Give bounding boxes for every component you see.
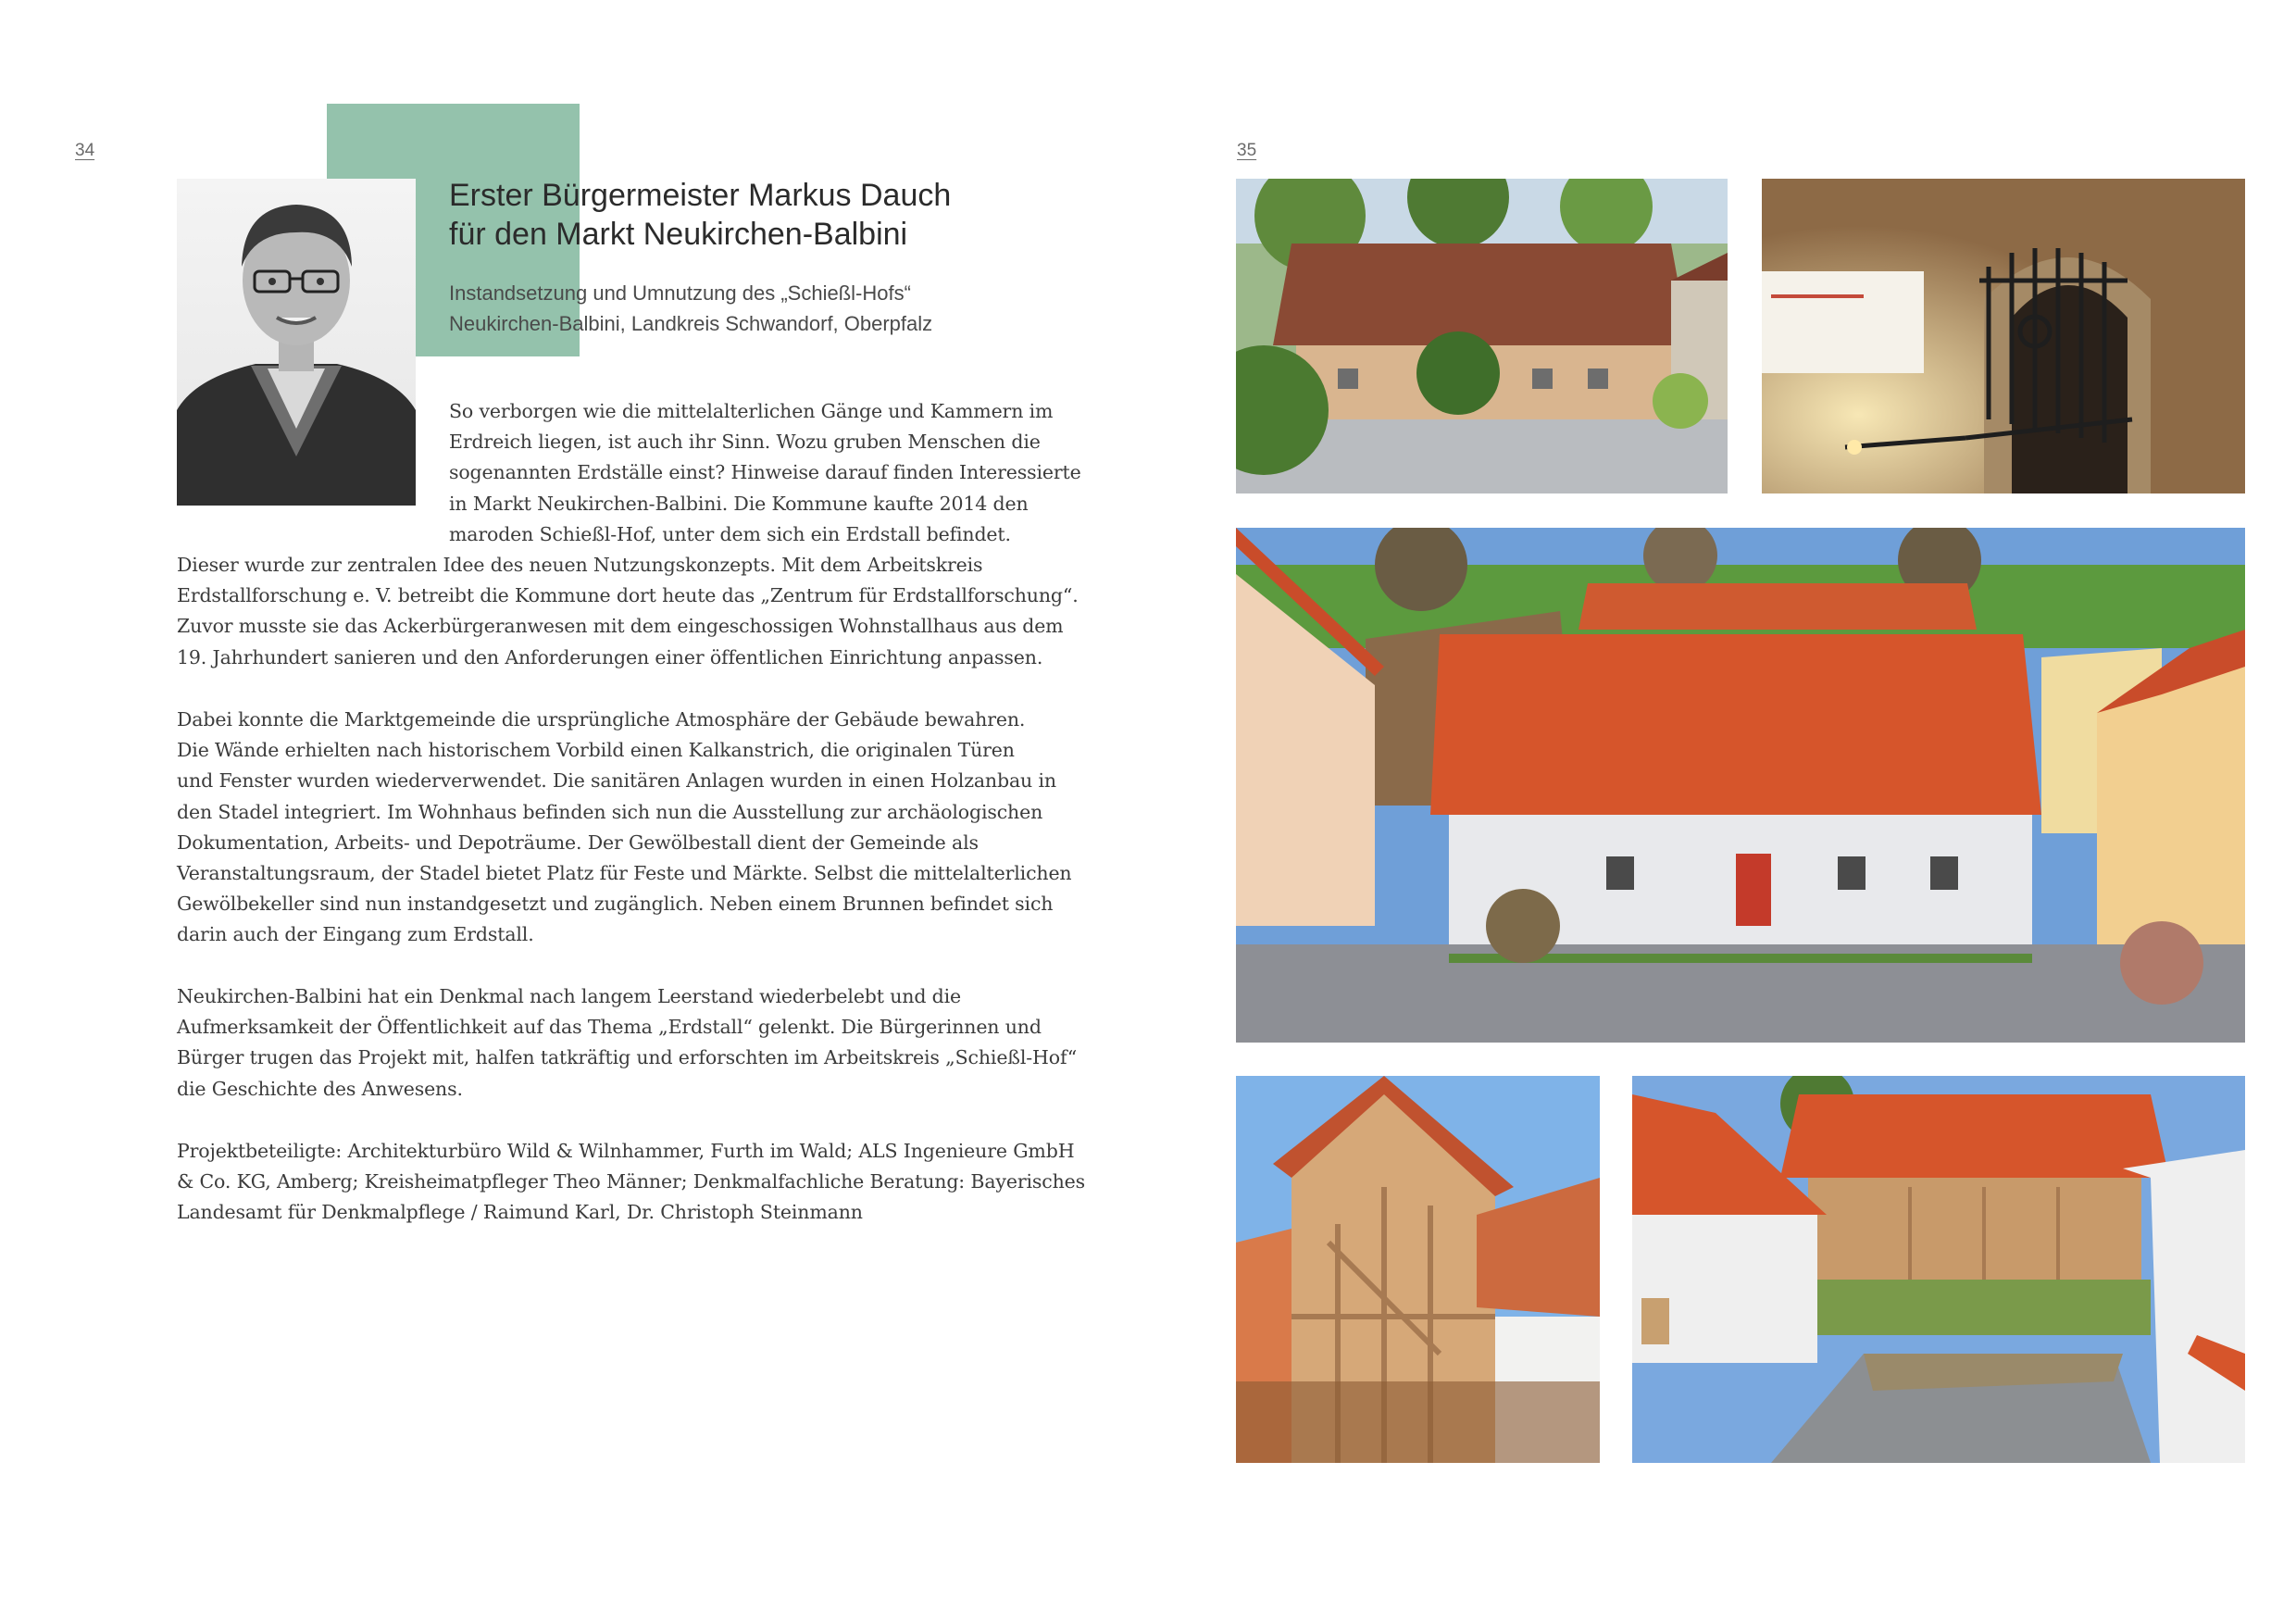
text-line: Landesamt für Denkmalpflege / Raimund Karl, Dr. Christoph Steinmann	[177, 1201, 863, 1224]
text-line: Neukirchen-Balbini hat ein Denkmal nach langem Leerstand wiederbelebt und die	[177, 985, 962, 1007]
text-line: die Geschichte des Anwesens.	[177, 1077, 463, 1100]
text-line: Aufmerksamkeit der Öffentlichkeit auf das Thema „Erdstall“ gelenkt. Die Bürgerinnen und	[177, 1016, 1042, 1039]
text-line: Projektbeteiligte: Architekturbüro Wild & Wilnhammer, Furth im Wald; ALS Ingenieure GmbH	[177, 1140, 1075, 1162]
body-paragraph-1	[177, 396, 1081, 673]
text-line: darin auch der Eingang zum Erdstall.	[177, 923, 534, 946]
page-number-left: 34	[75, 141, 95, 160]
photo-courtyard-barn	[1632, 1076, 2245, 1463]
body-paragraph-2	[177, 705, 1072, 951]
text-line: Gewölbekeller sind nun instandgesetzt und zugänglich. Neben einem Brunnen befindet sich	[177, 893, 1054, 916]
text-line: sogenannten Erdställe einst? Hinweise darauf finden Interessierte	[449, 461, 1081, 484]
text-line: in Markt Neukirchen-Balbini. Die Kommune kaufte 2014 den	[449, 492, 1029, 515]
text-line: 19. Jahrhundert sanieren und den Anforderungen einer öffentlichen Einrichtung anpassen.	[177, 645, 1043, 668]
text-line: Bürger trugen das Projekt mit, halfen tatkräftig und erforschten im Arbeitskreis „Schießl-Hof“	[177, 1046, 1078, 1069]
title-line: Erster Bürgermeister Markus Dauch	[449, 178, 952, 213]
text-line: Erdreich liegen, ist auch ihr Sinn. Wozu gruben Menschen die	[449, 431, 1041, 454]
photo-farmhouse-exterior	[1236, 179, 1728, 493]
text-line: Veranstaltungsraum, der Stadel bietet Platz für Feste und Märkte. Selbst die mittelalterlichen	[177, 862, 1072, 885]
title-line: für den Markt Neukirchen-Balbini	[449, 217, 908, 252]
text-line: und Fenster wurden wiederverwendet. Die sanitären Anlagen wurden in einen Holzanbau in	[177, 769, 1056, 793]
body-paragraph-3	[177, 981, 1077, 1105]
subtitle-line: Neukirchen-Balbini, Landkreis Schwandorf, Oberpfalz	[449, 312, 933, 335]
project-credits	[177, 1136, 1085, 1229]
text-line: & Co. KG, Amberg; Kreisheimatpfleger Theo Männer; Denkmalfachliche Beratung: Bayerisches	[177, 1170, 1085, 1193]
text-line: Zuvor musste sie das Ackerbürgeranwesen mit dem eingeschossigen Wohnstallhaus aus dem	[177, 615, 1064, 638]
text-line: Die Wände erhielten nach historischem Vorbild einen Kalkanstrich, die originalen Türen	[177, 739, 1015, 762]
photo-cellar-grate	[1762, 179, 2245, 493]
photo-main-building	[1236, 528, 2245, 1043]
text-line: den Stadel integriert. Im Wohnhaus befinden sich nun die Ausstellung zur archäologischen	[177, 800, 1043, 823]
article-title	[449, 176, 1116, 254]
photo-timber-gable	[1236, 1076, 1600, 1463]
text-line: Dieser wurde zur zentralen Idee des neuen Nutzungskonzepts. Mit dem Arbeitskreis	[177, 554, 983, 577]
subtitle-line: Instandsetzung und Umnutzung des „Schießl-Hofs“	[449, 281, 911, 305]
text-line: So verborgen wie die mittelalterlichen Gänge und Kammern im	[449, 400, 1054, 422]
page-number-right: 35	[1237, 141, 1257, 160]
text-line: Dokumentation, Arbeits- und Depoträume. Der Gewölbestall dient der Gemeinde als	[177, 831, 979, 854]
text-line: Erdstallforschung e. V. betreibt die Kommune dort heute das „Zentrum für Erdstallforschung“.	[177, 584, 1079, 607]
article-subtitle	[449, 278, 1153, 339]
text-line: maroden Schießl-Hof, unter dem sich ein Erdstall befindet.	[449, 522, 1011, 545]
text-line: Dabei konnte die Marktgemeinde die ursprüngliche Atmosphäre der Gebäude bewahren.	[177, 708, 1026, 731]
